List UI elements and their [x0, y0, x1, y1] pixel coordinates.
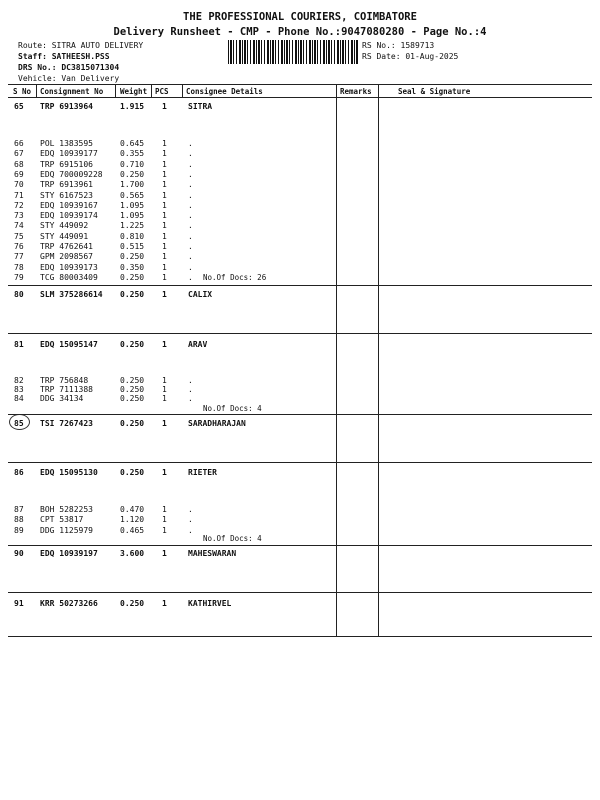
row-consignee: .	[188, 211, 193, 221]
row-weight: 0.250	[120, 384, 145, 394]
row-weight: 0.250	[120, 419, 145, 428]
row-consignment: TRP 756848	[40, 376, 89, 385]
col-divider	[36, 84, 37, 97]
row-serial: 74	[14, 221, 24, 231]
docs-count: No.Of Docs: 26	[203, 273, 267, 282]
row-consignment: TSI 7267423	[40, 419, 93, 428]
row-serial: 87	[14, 505, 24, 514]
row-consignee: .	[188, 242, 193, 251]
row-weight: 1.915	[120, 102, 145, 111]
row-serial: 86	[14, 468, 24, 477]
col-divider	[336, 84, 337, 636]
row-serial: 80	[14, 290, 24, 299]
row-consignee: .	[188, 262, 193, 272]
row-consignee: .	[188, 231, 193, 241]
row-consignee: .	[188, 525, 193, 535]
col-divider	[115, 84, 116, 97]
row-weight: 0.250	[120, 599, 145, 608]
row-weight: 0.565	[120, 190, 145, 200]
row-pcs: 1	[162, 139, 167, 148]
group-separator	[8, 545, 592, 546]
row-consignee: .	[188, 169, 193, 179]
group-separator	[8, 333, 592, 334]
row-consignment: STY 449091	[40, 231, 89, 241]
row-weight: 0.250	[120, 376, 145, 385]
row-pcs: 1	[162, 159, 167, 169]
row-pcs: 1	[162, 169, 167, 179]
row-consignee: KATHIRVEL	[188, 599, 232, 608]
row-serial: 85	[14, 419, 24, 428]
row-serial: 79	[14, 272, 24, 282]
row-consignment: EDQ 10939174	[40, 211, 98, 221]
row-pcs: 1	[162, 376, 167, 385]
row-consignment: CPT 53817	[40, 515, 84, 525]
col-divider	[151, 84, 152, 97]
row-pcs: 1	[162, 419, 167, 428]
row-weight: 1.120	[120, 515, 145, 525]
row-weight: 0.250	[120, 272, 145, 282]
row-serial: 77	[14, 252, 24, 262]
row-consignee: ARAV	[188, 340, 208, 349]
col-divider	[378, 84, 379, 636]
row-pcs: 1	[162, 211, 167, 221]
row-consignment: SLM 375286614	[40, 290, 103, 299]
row-consignment: DDG 34134	[40, 393, 84, 403]
row-serial: 76	[14, 242, 24, 251]
row-serial: 70	[14, 180, 24, 190]
row-serial: 83	[14, 384, 24, 394]
col-remarks: Remarks	[340, 87, 372, 96]
col-consignment: Consignment No	[40, 87, 104, 96]
row-consignment: EDQ 15095130	[40, 468, 98, 477]
row-consignee: .	[188, 515, 193, 525]
row-serial: 88	[14, 515, 24, 525]
row-weight: 3.600	[120, 549, 145, 558]
row-pcs: 1	[162, 180, 167, 190]
row-consignee: .	[188, 393, 193, 403]
row-consignment: EDQ 700009228	[40, 169, 103, 179]
row-weight: 0.710	[120, 159, 145, 169]
group-separator	[8, 462, 592, 463]
row-consignee: .	[188, 272, 193, 282]
docs-count: No.Of Docs: 4	[203, 404, 262, 413]
row-consignee: .	[188, 376, 193, 385]
row-serial: 71	[14, 190, 24, 200]
row-consignee: .	[188, 221, 193, 231]
row-weight: 0.250	[120, 169, 145, 179]
row-pcs: 1	[162, 272, 167, 282]
row-pcs: 1	[162, 242, 167, 251]
group-separator	[8, 636, 592, 637]
row-consignment: STY 6167523	[40, 190, 93, 200]
row-consignment: GPM 2098567	[40, 252, 93, 262]
row-consignment: KRR 50273266	[40, 599, 98, 608]
rs-date: RS Date: 01-Aug-2025	[362, 52, 459, 61]
row-weight: 0.350	[120, 262, 145, 272]
runsheet-title: Delivery Runsheet - CMP - Phone No.:9047080280 - Page No.:4	[113, 26, 487, 38]
row-consignment: TRP 6915106	[40, 159, 93, 169]
row-weight: 0.355	[120, 149, 145, 159]
drs-number: DRS No.: DC3815071304	[18, 63, 120, 72]
row-pcs: 1	[162, 393, 167, 403]
row-serial: 69	[14, 169, 24, 179]
row-consignee: .	[188, 252, 193, 262]
row-pcs: 1	[162, 525, 167, 535]
row-pcs: 1	[162, 468, 167, 477]
row-pcs: 1	[162, 599, 167, 608]
col-divider	[182, 84, 183, 97]
row-pcs: 1	[162, 549, 167, 558]
row-consignment: EDQ 10939177	[40, 149, 98, 159]
row-weight: 0.250	[120, 252, 145, 262]
row-consignment: EDQ 10939173	[40, 262, 98, 272]
row-consignee: .	[188, 149, 193, 159]
row-consignee: .	[188, 384, 193, 394]
col-seal: Seal & Signature	[398, 87, 471, 96]
row-weight: 1.225	[120, 221, 145, 231]
row-serial: 68	[14, 159, 24, 169]
company-title: THE PROFESSIONAL COURIERS, COIMBATORE	[183, 11, 417, 23]
row-serial: 89	[14, 525, 24, 535]
row-pcs: 1	[162, 190, 167, 200]
row-consignee: SARADHARAJAN	[188, 419, 246, 428]
row-weight: 0.470	[120, 505, 145, 514]
row-pcs: 1	[162, 231, 167, 241]
row-consignment: TCG 80003409	[40, 272, 98, 282]
row-serial: 81	[14, 340, 24, 349]
row-consignee: .	[188, 180, 193, 190]
col-pcs: PCS	[155, 87, 169, 96]
row-weight: 1.095	[120, 200, 145, 210]
row-consignee: RIETER	[188, 468, 217, 477]
group-separator	[8, 592, 592, 593]
route-label: Route: SITRA AUTO DELIVERY	[18, 41, 144, 50]
row-consignment: EDQ 10939167	[40, 200, 98, 210]
row-pcs: 1	[162, 290, 167, 299]
row-pcs: 1	[162, 262, 167, 272]
group-separator	[8, 414, 592, 415]
row-weight: 0.250	[120, 393, 145, 403]
row-serial: 67	[14, 149, 24, 159]
row-pcs: 1	[162, 221, 167, 231]
col-sno: S No	[13, 87, 32, 96]
row-weight: 0.465	[120, 525, 145, 535]
row-pcs: 1	[162, 505, 167, 514]
row-serial: 82	[14, 376, 24, 385]
row-weight: 1.700	[120, 180, 145, 190]
rs-number: RS No.: 1589713	[362, 41, 435, 50]
row-pcs: 1	[162, 102, 167, 111]
row-consignee: SITRA	[188, 102, 213, 111]
row-consignee: .	[188, 139, 193, 148]
row-pcs: 1	[162, 200, 167, 210]
row-consignee: .	[188, 200, 193, 210]
row-weight: 0.515	[120, 242, 145, 251]
row-consignment: BOH 5282253	[40, 505, 93, 514]
col-weight: Weight	[120, 87, 148, 96]
row-weight: 0.250	[120, 468, 145, 477]
row-consignee: .	[188, 159, 193, 169]
row-consignee: MAHESWARAN	[188, 549, 237, 558]
row-consignment: TRP 4762641	[40, 242, 93, 251]
row-serial: 75	[14, 231, 24, 241]
row-consignment: DDG 1125979	[40, 525, 93, 535]
row-serial: 73	[14, 211, 24, 221]
row-consignment: POL 1383595	[40, 139, 93, 148]
row-consignee: .	[188, 190, 193, 200]
row-serial: 91	[14, 599, 24, 608]
row-consignment: TRP 6913961	[40, 180, 93, 190]
row-serial: 65	[14, 102, 24, 111]
row-serial: 72	[14, 200, 24, 210]
vehicle-label: Vehicle: Van Delivery	[18, 74, 120, 83]
row-pcs: 1	[162, 384, 167, 394]
header-bottom-rule	[8, 97, 592, 98]
row-consignment: STY 449092	[40, 221, 89, 231]
row-serial: 90	[14, 549, 24, 558]
row-weight: 1.095	[120, 211, 145, 221]
row-pcs: 1	[162, 340, 167, 349]
row-weight: 0.250	[120, 290, 145, 299]
row-pcs: 1	[162, 149, 167, 159]
row-pcs: 1	[162, 252, 167, 262]
row-consignee: CALIX	[188, 290, 213, 299]
docs-count: No.Of Docs: 4	[203, 534, 262, 543]
row-weight: 0.645	[120, 139, 145, 148]
row-pcs: 1	[162, 515, 167, 525]
row-consignment: TRP 6913964	[40, 102, 93, 111]
barcode-image	[228, 40, 358, 64]
row-weight: 0.250	[120, 340, 145, 349]
col-details: Consignee Details	[186, 87, 263, 96]
row-consignment: TRP 7111388	[40, 384, 93, 394]
group-separator	[8, 285, 592, 286]
row-weight: 0.810	[120, 231, 145, 241]
row-serial: 84	[14, 393, 24, 403]
row-consignment: EDQ 15095147	[40, 340, 98, 349]
row-serial: 66	[14, 139, 24, 148]
row-serial: 78	[14, 262, 24, 272]
staff-label: Staff: SATHEESH.PSS	[18, 52, 110, 61]
row-consignment: EDQ 10939197	[40, 549, 98, 558]
row-consignee: .	[188, 505, 193, 514]
table-top-rule	[8, 84, 592, 85]
